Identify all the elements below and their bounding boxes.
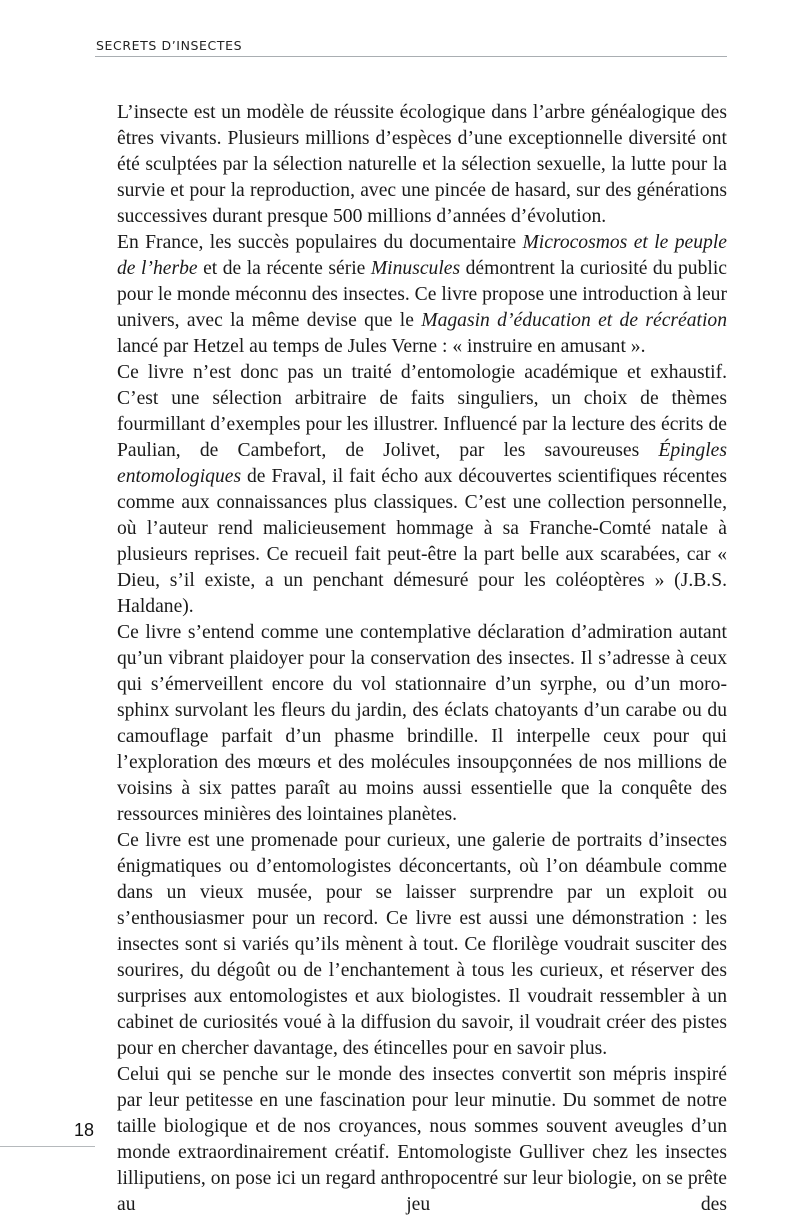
page-number: 18 <box>74 1120 95 1140</box>
italic-title: Magasin d’éducation et de récréation <box>421 310 727 331</box>
paragraph-6 <box>117 1062 727 1218</box>
body-text <box>117 100 727 1218</box>
text-run: lancé par Hetzel au temps de Jules Verne : « instruire en amusant ». <box>117 336 646 357</box>
paragraph-4 <box>117 620 727 828</box>
text-run: de Fraval, il fait écho aux découvertes scientifiques récentes comme aux connaissances plus classiques. C’est une collection personnelle, où l’auteur rend malicieusement hommage à sa Franche-Comté natale à plusieurs reprises. Ce recueil fait peut-être la part belle aux scarabées, car « Dieu, s’il existe, a un penchant démesuré pour les coléoptères » (J.B.S. Haldane). <box>117 466 727 617</box>
paragraph-2 <box>117 230 727 360</box>
italic-title: Minuscules <box>370 258 461 279</box>
text-run: En France, les succès populaires du documentaire <box>117 232 523 253</box>
text-run: Ce livre est une promenade pour curieux, une galerie de portraits d’insectes énigmatiques ou d’entomologistes déconcertants, où l’on déambule comme dans un vieux musée, pour se laisser surprendre par un exploit ou s’enthousiasmer pour un record. Ce livre est aussi une démonstration : les insectes sont si variés qu’ils mènent à tout. Ce florilège voudrait susciter des sourires, du dégoût ou de l’enchantement à tous les curieux, et réserver des surprises aux entomologistes et aux biologistes. Il voudrait ressembler à un cabinet de curiosités voué à la diffusion du savoir, il voudrait créer des pistes pour en chercher davantage, des étincelles pour en savoir plus. <box>117 830 727 1059</box>
header-rule <box>95 56 727 57</box>
running-head: SECRETS D’INSECTES <box>96 38 243 53</box>
paragraph-3 <box>117 360 727 620</box>
paragraph-5 <box>117 828 727 1062</box>
text-run: Celui qui se penche sur le monde des insectes convertit son mépris inspiré par leur petitesse en une fascination pour leur minutie. Du sommet de notre taille biologique et de nos croyances, nous sommes souvent aveugles d’un monde extraordinairement créatif. Entomologiste Gulliver chez les insectes lilliputiens, on pose ici un regard anthropocentré sur leur biologie, on se prête au jeu des <box>117 1064 727 1215</box>
text-run: démontrent la curiosité du public pour le monde méconnu des insectes. Ce livre propose une introduction à leur univers, avec la même devise que le <box>117 258 727 331</box>
paragraph-1 <box>117 100 727 230</box>
italic-title: Épingles entomologiques <box>117 440 727 487</box>
text-run: Ce livre s’entend comme une contemplative déclaration d’admiration autant qu’un vibrant plaidoyer pour la conservation des insectes. Il s’adresse à ceux qui s’émerveillent encore du vol stationnaire d’un syrphe, ou d’un moro-sphinx survolant les fleurs du jardin, des éclats chatoyants d’un carabe ou du camouflage parfait d’un phasme brindille. Il interpelle ceux pour qui l’exploration des mœurs et des molécules insoupçonnées de nos millions de voisins à six pattes paraît au moins aussi essentielle que la conquête des ressources minières des lointaines planètes. <box>117 622 727 825</box>
text-run: et de la récente série <box>197 258 371 279</box>
text-run: Ce livre n’est donc pas un traité d’entomologie académique et exhaustif. C’est une sélection arbitraire de faits singuliers, un choix de thèmes fourmillant d’exemples pour les illustrer. Influencé par la lecture des écrits de Paulian, de Cambefort, de Jolivet, par les savoureuses <box>117 362 727 461</box>
footer-rule <box>0 1146 95 1147</box>
text-run: L’insecte est un modèle de réussite écologique dans l’arbre généalogique des êtres vivants. Plusieurs millions d’espèces d’une exceptionnelle diversité ont été sculptées par la sélection naturelle et la sélection sexuelle, la lutte pour la survie et pour la reproduction, avec une pincée de hasard, sur des générations successives durant presque 500 millions d’années d’évolution. <box>117 102 727 227</box>
italic-title: Microcosmos et le peuple de l’herbe <box>117 232 727 279</box>
